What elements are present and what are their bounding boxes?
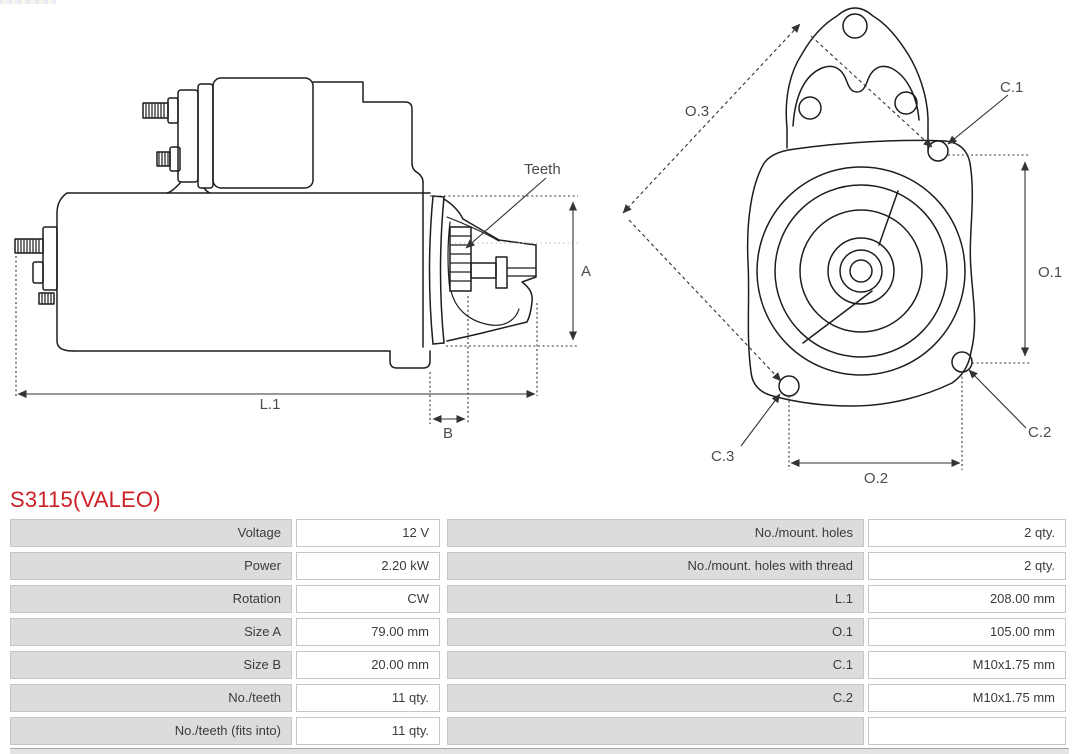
spec-label-cell: No./teeth (fits into) bbox=[10, 717, 292, 745]
cutoff-next-section bbox=[10, 748, 1069, 754]
spec-value-cell: 105.00 mm bbox=[868, 618, 1066, 646]
dim-label-a: A bbox=[581, 263, 592, 280]
spec-label-cell bbox=[447, 717, 864, 745]
spec-label-cell: Power bbox=[10, 552, 292, 580]
product-title: S3115(VALEO) bbox=[10, 487, 161, 512]
spec-label-cell: No./mount. holes with thread bbox=[447, 552, 864, 580]
spec-label-cell: L.1 bbox=[447, 585, 864, 613]
table-row bbox=[10, 651, 1069, 679]
table-row bbox=[10, 618, 1069, 646]
spec-value-cell: 2 qty. bbox=[868, 552, 1066, 580]
spec-value-cell: 208.00 mm bbox=[868, 585, 1066, 613]
spec-table bbox=[10, 519, 1069, 750]
table-row bbox=[10, 684, 1069, 712]
front-view bbox=[623, 8, 1062, 487]
dim-label-teeth: Teeth bbox=[524, 161, 561, 178]
spec-label-cell: Rotation bbox=[10, 585, 292, 613]
dim-label-b: B bbox=[442, 425, 454, 442]
spec-label-cell: Size A bbox=[10, 618, 292, 646]
spec-value-cell: 79.00 mm bbox=[296, 618, 440, 646]
spec-value-cell: 2 qty. bbox=[868, 519, 1066, 547]
spec-label-cell: Size B bbox=[10, 651, 292, 679]
spec-value-cell: 2.20 kW bbox=[296, 552, 440, 580]
spec-value-cell bbox=[868, 717, 1066, 745]
spec-label-cell: No./mount. holes bbox=[447, 519, 864, 547]
dim-label-l1: L.1 bbox=[259, 396, 281, 413]
dim-label-o3: O.3 bbox=[684, 103, 710, 120]
side-view bbox=[15, 78, 591, 442]
dim-label-c1: C.1 bbox=[1000, 79, 1024, 96]
table-row bbox=[10, 717, 1069, 745]
table-row bbox=[10, 519, 1069, 547]
spec-value-cell: CW bbox=[296, 585, 440, 613]
spec-label-cell: Voltage bbox=[10, 519, 292, 547]
table-row bbox=[10, 552, 1069, 580]
spec-value-cell: M10x1.75 mm bbox=[868, 684, 1066, 712]
spec-label-cell: C.2 bbox=[447, 684, 864, 712]
dim-label-o2: O.2 bbox=[863, 470, 889, 487]
dim-label-c2: C.2 bbox=[1028, 424, 1052, 441]
spec-label-cell: O.1 bbox=[447, 618, 864, 646]
dim-label-o1: O.1 bbox=[1038, 264, 1063, 281]
spec-value-cell: 11 qty. bbox=[296, 717, 440, 745]
spec-value-cell: 12 V bbox=[296, 519, 440, 547]
spec-value-cell: M10x1.75 mm bbox=[868, 651, 1066, 679]
spec-value-cell: 11 qty. bbox=[296, 684, 440, 712]
spec-label-cell: C.1 bbox=[447, 651, 864, 679]
spec-label-cell: No./teeth bbox=[10, 684, 292, 712]
table-row bbox=[10, 585, 1069, 613]
spec-value-cell: 20.00 mm bbox=[296, 651, 440, 679]
dim-label-c3: C.3 bbox=[711, 448, 735, 465]
